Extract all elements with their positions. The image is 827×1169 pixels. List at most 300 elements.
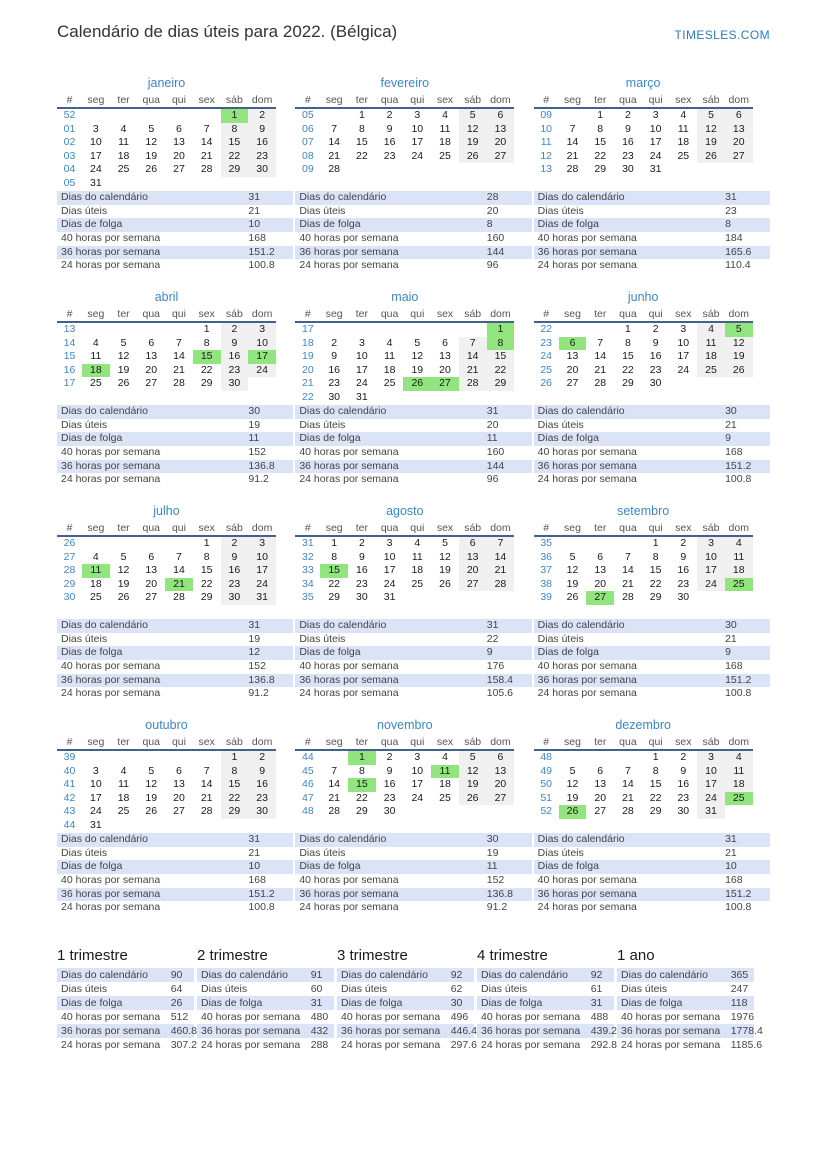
stat-row (57, 259, 293, 273)
weekend-day-cell: 18 (697, 350, 725, 364)
day-cell: 29 (622, 377, 634, 390)
day-cell (459, 591, 487, 605)
day-cell: 4 (120, 122, 127, 135)
month-novembro (295, 718, 531, 932)
stat-value: 176 (486, 660, 505, 673)
weekend-day-cell: 24 (697, 578, 725, 592)
stat-label: 36 horas por semana (481, 1025, 581, 1037)
week-row (534, 564, 753, 578)
stat-value: 9 (725, 646, 731, 659)
day-cell: 12 (411, 350, 424, 363)
stat-value: 12 (248, 646, 261, 659)
day-cell (376, 163, 404, 177)
weekend-day-cell: 6 (459, 536, 487, 551)
day-cell (431, 805, 459, 819)
month-stats (295, 833, 531, 915)
day-cell: 4 (92, 550, 99, 563)
stat-row (295, 847, 531, 861)
stat-label: 36 horas por semana (537, 245, 637, 258)
day-cell: 24 (90, 805, 102, 818)
calendar (534, 718, 753, 819)
day-cell: 28 (622, 591, 634, 604)
stat-row (534, 847, 770, 861)
day-cell: 14 (622, 564, 634, 577)
day-header-row (534, 93, 753, 108)
stat-row (295, 419, 531, 433)
day-cell (459, 163, 487, 177)
stat-value: 22 (486, 632, 499, 645)
day-cell (165, 177, 193, 191)
day-cell: 14 (173, 564, 185, 577)
week-row (295, 591, 514, 605)
week-number: 48 (540, 751, 552, 763)
week-number: 52 (63, 109, 76, 121)
stat-value: 10 (725, 860, 737, 873)
day-header-row (295, 307, 514, 322)
site-link[interactable]: TIMESLES.COM (674, 28, 770, 42)
month-title: agosto (386, 504, 424, 518)
day-cell (165, 322, 193, 337)
day-cell: 14 (566, 136, 579, 149)
day-cell (725, 591, 753, 605)
day-cell: 19 (117, 363, 130, 376)
stat-row (57, 191, 293, 205)
calendar-table (295, 521, 514, 605)
day-header-ter: ter (110, 521, 138, 536)
weekend-day-cell: 11 (725, 551, 753, 565)
week-row (534, 377, 753, 391)
stat-value: 91.2 (248, 687, 269, 700)
stat-label: 24 horas por semana (201, 1039, 301, 1051)
week-col-header: # (534, 521, 559, 536)
stat-row (477, 1010, 614, 1024)
day-header-sex: sex (431, 307, 459, 322)
week-row (57, 792, 276, 806)
month-dezembro (534, 718, 770, 932)
day-cell: 27 (173, 163, 185, 176)
stat-row (57, 473, 293, 487)
day-cell: 24 (90, 163, 102, 176)
stat-row (534, 205, 770, 219)
day-header-ter: ter (586, 521, 614, 536)
day-cell (725, 377, 753, 391)
stat-row (197, 1038, 334, 1052)
day-cell: 29 (649, 591, 662, 604)
weekend-day-cell: 12 (459, 123, 487, 137)
month-stats (57, 833, 293, 915)
stat-label: 24 horas por semana (299, 687, 399, 700)
weekend-day-cell: 30 (248, 805, 276, 819)
day-header-qua: qua (376, 521, 404, 536)
day-cell (459, 805, 487, 819)
calendar-table (295, 307, 514, 405)
month-title: dezembro (615, 718, 671, 732)
day-cell: 22 (649, 577, 662, 590)
calendar (295, 718, 514, 819)
stat-label: 24 horas por semana (61, 1039, 161, 1051)
day-header-dom: dom (487, 735, 515, 750)
weekend-day-cell: 9 (221, 551, 249, 565)
stat-row (57, 660, 293, 674)
stat-label: 40 horas por semana (61, 232, 161, 245)
stat-value: 100.8 (725, 687, 752, 700)
stat-value: 21 (248, 204, 261, 217)
stat-row (57, 1024, 197, 1038)
day-cell (110, 177, 138, 191)
week-row (57, 123, 276, 137)
day-header-sex: sex (193, 93, 221, 108)
day-cell: 17 (649, 136, 662, 149)
weekend-day-cell: 3 (248, 322, 276, 337)
stat-row (57, 860, 293, 874)
calendar-table (295, 735, 514, 819)
day-cell: 13 (145, 350, 158, 363)
weekend-day-cell: 14 (459, 350, 487, 364)
day-cell: 3 (92, 122, 99, 135)
day-cell: 31 (90, 818, 102, 831)
day-cell: 28 (200, 805, 213, 818)
summary-stats (197, 968, 334, 1052)
day-header-sáb: sáb (459, 307, 487, 322)
stat-row (337, 968, 474, 982)
day-cell: 11 (118, 136, 129, 149)
day-cell: 24 (383, 577, 396, 590)
weekend-day-cell: 12 (697, 123, 725, 137)
weekend-day-cell: 2 (221, 536, 249, 551)
stat-row (534, 405, 770, 419)
stat-label: Dias do calendário (61, 969, 148, 981)
month-stats (57, 619, 293, 701)
day-header-dom: dom (248, 307, 276, 322)
stat-value: 19 (248, 418, 261, 431)
week-number: 42 (63, 791, 76, 804)
month-stats (534, 833, 770, 915)
day-cell (614, 750, 642, 765)
summary-title: 3 trimestre (337, 947, 408, 964)
stat-label: 36 horas por semana (299, 459, 399, 472)
stat-label: 24 horas por semana (537, 259, 637, 272)
day-cell: 13 (173, 778, 185, 791)
stat-label: 24 horas por semana (341, 1039, 441, 1051)
stat-value: 19 (486, 846, 499, 859)
weekend-day-cell: 3 (697, 750, 725, 765)
weekend-day-cell: 6 (487, 108, 515, 123)
day-cell: 6 (148, 336, 155, 349)
stat-value: 144 (486, 459, 505, 472)
day-cell: 13 (173, 136, 185, 149)
stat-value: 1976 (730, 1011, 755, 1023)
day-cell: 8 (203, 550, 210, 563)
day-header-sáb: sáb (697, 735, 725, 750)
calendar (57, 290, 276, 391)
calendar-table (57, 735, 276, 833)
day-header-sáb: sáb (221, 521, 249, 536)
day-cell: 8 (331, 550, 338, 563)
week-number: 36 (540, 550, 552, 563)
day-cell: 29 (200, 377, 213, 390)
summary-stats (337, 968, 477, 1052)
stat-value: 20 (486, 204, 499, 217)
day-cell (725, 163, 753, 177)
week-number: 41 (63, 778, 76, 791)
week-number: 12 (540, 149, 552, 162)
weekend-day-cell: 29 (221, 805, 249, 819)
day-cell: 29 (649, 805, 662, 818)
day-cell: 4 (386, 336, 393, 349)
week-number: 37 (540, 564, 552, 577)
stat-label: 40 horas por semana (299, 232, 399, 245)
weekend-day-cell: 22 (221, 150, 249, 164)
months-grid (57, 76, 770, 932)
day-cell: 17 (356, 363, 368, 376)
stat-label: 40 horas por semana (201, 1011, 301, 1023)
day-cell: 9 (680, 550, 687, 563)
day-cell: 4 (92, 336, 99, 349)
day-cell: 14 (328, 136, 341, 149)
stat-row (534, 901, 770, 915)
day-cell: 22 (328, 577, 341, 590)
stat-row (295, 646, 531, 660)
day-cell (82, 536, 110, 551)
stat-value: 151.2 (248, 245, 275, 258)
stat-row (295, 232, 531, 246)
weekend-day-cell: 26 (725, 364, 753, 378)
month-stats (295, 405, 531, 487)
stat-label: Dias de folga (537, 860, 599, 873)
weekend-day-cell: 20 (487, 778, 515, 792)
day-cell (320, 322, 348, 337)
stat-label: Dias úteis (481, 983, 528, 995)
stat-label: Dias úteis (299, 846, 346, 859)
stat-row (57, 968, 194, 982)
weekend-day-cell: 18 (725, 564, 753, 578)
day-cell: 10 (383, 550, 396, 563)
weekend-day-cell: 30 (221, 591, 249, 605)
weekend-day-cell: 11 (725, 765, 753, 779)
stat-value: 480 (310, 1011, 329, 1023)
stat-value: 31 (486, 405, 499, 417)
stat-value: 31 (248, 191, 261, 203)
week-row (295, 350, 514, 364)
summary-1-trimestre (57, 946, 197, 1052)
week-row (57, 350, 276, 364)
day-cell: 23 (356, 577, 368, 590)
weekend-day-cell: 16 (248, 136, 276, 150)
week-number: 05 (301, 109, 314, 121)
week-row (295, 536, 514, 551)
week-number: 33 (301, 564, 314, 577)
calendar (295, 504, 514, 605)
week-number: 17 (63, 377, 76, 390)
stat-row (57, 446, 293, 460)
week-row (534, 108, 753, 123)
day-cell (82, 750, 110, 765)
day-cell: 4 (442, 751, 448, 763)
month-title: junho (627, 290, 659, 304)
stat-label: Dias de folga (299, 218, 361, 231)
week-number: 01 (63, 122, 76, 135)
weekend-day-cell: 23 (248, 150, 276, 164)
day-cell: 12 (439, 550, 451, 563)
day-cell (82, 108, 110, 123)
stat-value: 158.4 (486, 673, 514, 686)
stat-label: 40 horas por semana (299, 874, 399, 887)
day-cell: 30 (649, 377, 662, 390)
day-header-row (295, 93, 514, 108)
day-cell: 17 (411, 136, 424, 149)
day-cell: 25 (677, 149, 690, 162)
day-cell: 2 (358, 537, 365, 549)
day-header-dom: dom (725, 307, 753, 322)
week-col-header: # (534, 93, 559, 108)
stat-label: 36 horas por semana (299, 887, 399, 900)
week-number: 38 (540, 577, 552, 590)
month-junho (534, 290, 770, 504)
day-cell: 3 (652, 109, 659, 121)
day-cell: 7 (331, 764, 338, 777)
stat-label: Dias de folga (61, 860, 123, 873)
day-cell (137, 536, 165, 551)
day-header-row (57, 735, 276, 750)
stat-value: 31 (486, 619, 499, 631)
stat-label: 36 horas por semana (61, 1025, 161, 1037)
stat-label: 36 horas por semana (537, 459, 637, 472)
day-cell: 2 (386, 751, 393, 763)
day-cell: 31 (356, 390, 368, 403)
stat-label: 36 horas por semana (201, 1025, 301, 1037)
stat-value: 118 (730, 997, 748, 1009)
day-cell (669, 163, 697, 177)
stat-label: 36 horas por semana (299, 673, 399, 686)
month-agosto (295, 504, 531, 718)
day-cell (193, 177, 221, 191)
stat-value: 160 (486, 446, 505, 459)
week-row (57, 177, 276, 191)
day-cell: 4 (680, 109, 687, 121)
summary-3-trimestre (337, 946, 477, 1052)
day-header-qua: qua (137, 735, 165, 750)
weekend-day-cell: 15 (487, 350, 515, 364)
month-title: maio (391, 290, 419, 304)
stat-row (534, 218, 770, 232)
day-cell (586, 536, 614, 551)
day-header-sáb: sáb (697, 93, 725, 108)
day-cell: 30 (328, 390, 341, 403)
summary-title: 2 trimestre (197, 947, 268, 964)
stat-label: Dias de folga (537, 646, 599, 659)
day-header-row (534, 307, 753, 322)
calendar (534, 76, 753, 177)
weekend-day-cell: 8 (221, 765, 249, 779)
day-cell (403, 163, 431, 177)
week-number: 17 (301, 323, 314, 335)
week-row (57, 805, 276, 819)
weekend-day-cell: 18 (725, 778, 753, 792)
week-number: 31 (301, 537, 314, 549)
weekend-day-cell: 29 (221, 163, 249, 177)
day-cell: 5 (120, 336, 127, 349)
week-number: 11 (540, 136, 552, 149)
calendar (57, 504, 276, 605)
day-cell: 11 (118, 778, 129, 791)
day-cell: 3 (414, 109, 421, 121)
day-cell: 14 (200, 136, 213, 149)
day-header-sáb: sáb (697, 521, 725, 536)
weekend-day-cell: 31 (248, 591, 276, 605)
summary-stats (57, 968, 197, 1052)
day-cell (110, 819, 138, 833)
week-number: 28 (63, 564, 76, 577)
week-col-header: # (57, 93, 82, 108)
stat-value: 136.8 (486, 887, 514, 900)
stat-row (197, 996, 334, 1010)
week-row (295, 805, 514, 819)
holiday-day-cell: 11 (431, 765, 459, 779)
day-header-sex: sex (669, 735, 697, 750)
week-number: 43 (63, 805, 76, 818)
stat-value: 446.4 (450, 1025, 477, 1037)
weekend-day-cell: 2 (248, 750, 276, 765)
week-col-header: # (295, 307, 320, 322)
day-header-row (295, 521, 514, 536)
day-cell: 10 (649, 122, 662, 135)
weekend-day-cell: 6 (725, 108, 753, 123)
day-header-ter: ter (586, 93, 614, 108)
day-header-qui: qui (642, 735, 670, 750)
stat-row (337, 982, 474, 996)
day-cell: 18 (90, 577, 102, 590)
month-title: março (625, 76, 661, 90)
day-header-seg: seg (320, 93, 348, 108)
day-cell: 19 (566, 577, 579, 590)
day-cell: 26 (117, 591, 130, 604)
day-header-sex: sex (431, 93, 459, 108)
week-row (57, 551, 276, 565)
stat-label: 40 horas por semana (537, 874, 637, 887)
week-number: 30 (63, 591, 76, 604)
day-cell: 9 (386, 764, 393, 777)
stat-value: 61 (590, 983, 603, 995)
stat-value: 151.2 (725, 887, 752, 900)
day-cell: 17 (411, 778, 424, 791)
weekend-day-cell: 29 (487, 377, 515, 391)
stat-row (197, 968, 334, 982)
day-cell: 13 (566, 350, 579, 363)
stat-row (295, 405, 531, 419)
day-cell: 24 (356, 377, 368, 390)
day-cell: 19 (145, 791, 158, 804)
day-cell: 31 (649, 163, 662, 176)
day-cell: 17 (90, 791, 102, 804)
stat-label: Dias de folga (61, 432, 123, 445)
stat-value: 26 (170, 997, 183, 1009)
holiday-day-cell: 8 (487, 337, 515, 351)
stat-value: 21 (248, 846, 261, 859)
holiday-day-cell: 15 (193, 350, 221, 364)
week-number: 14 (63, 336, 76, 349)
stat-value: 168 (248, 232, 266, 245)
day-cell: 18 (117, 149, 130, 162)
day-header-ter: ter (348, 93, 376, 108)
stat-row (534, 259, 770, 273)
stat-label: 24 horas por semana (299, 259, 399, 272)
stat-label: Dias de folga (61, 997, 123, 1009)
day-cell: 1 (203, 537, 210, 549)
day-cell: 7 (597, 336, 604, 349)
stat-value: 30 (725, 619, 737, 631)
day-cell: 25 (439, 791, 451, 804)
stat-label: Dias úteis (299, 204, 346, 217)
